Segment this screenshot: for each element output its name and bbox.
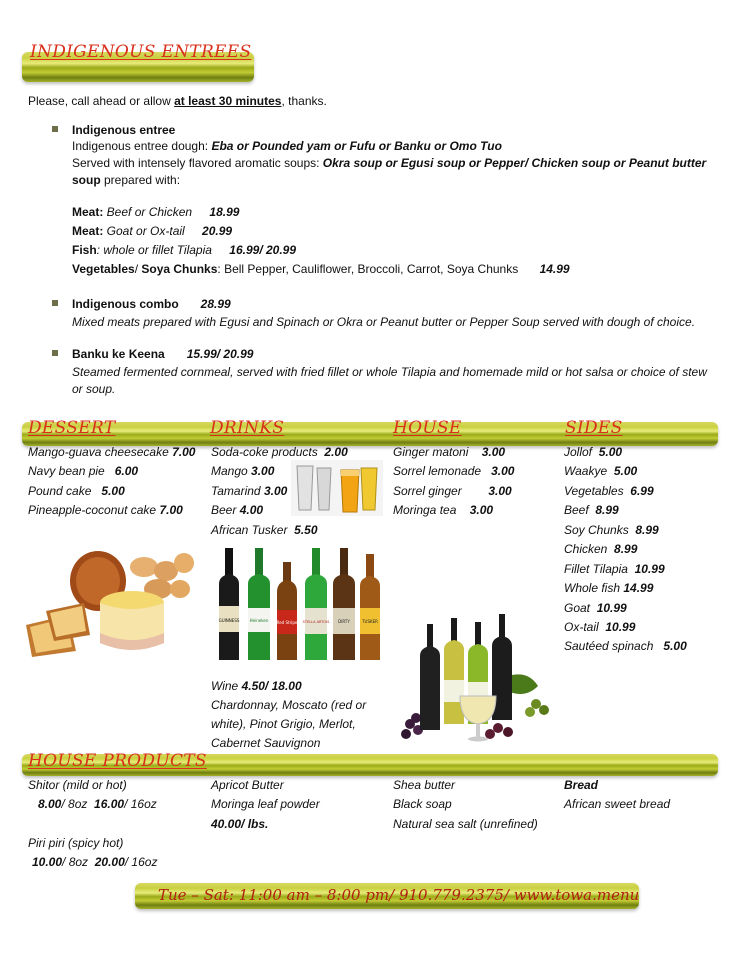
- bullet: [52, 126, 58, 132]
- tusker-bottle: [360, 554, 380, 660]
- wine-varieties: Cabernet Sauvignon: [211, 736, 321, 750]
- dirty-bottle: [333, 548, 355, 660]
- house-item: Moringa tea 3.00: [393, 503, 494, 517]
- svg-text:DIRTY: DIRTY: [338, 619, 350, 624]
- guinness-bottle: [219, 548, 240, 660]
- sides-item: Beef 8.99: [564, 503, 619, 517]
- svg-text:Red Stripe: Red Stripe: [276, 620, 298, 625]
- house-products-title: HOUSE PRODUCTS: [28, 751, 207, 771]
- house-item: Ginger matoni 3.00: [393, 445, 506, 459]
- moringa-price: 40.00/ lbs.: [211, 817, 269, 831]
- sides-item: Goat 10.99: [564, 601, 627, 615]
- svg-text:TUSKER: TUSKER: [362, 619, 378, 624]
- wine-varieties: Chardonnay, Moscato (red or: [211, 698, 367, 712]
- sides-item: Fillet Tilapia 10.99: [564, 562, 665, 576]
- shitor-prices: 8.00/ 8oz 16.00/ 16oz: [38, 797, 157, 811]
- sides-item: Ox-tail 10.99: [564, 620, 636, 634]
- pound-cake-slices: [26, 603, 90, 657]
- indigenous-title: INDIGENOUS ENTREES: [30, 42, 252, 62]
- house-title: HOUSE: [393, 418, 462, 438]
- dessert-title: DESSERT: [28, 418, 116, 438]
- drinks-item: Tamarind 3.00: [211, 484, 288, 498]
- moringa-powder: Moringa leaf powder: [211, 797, 320, 811]
- entree-dough: Indigenous entree dough: Eba or Pounded yam or Fufu or Banku or Omo Tuo: [72, 139, 502, 153]
- option-meat-goat: Meat: Goat or Ox-tail 20.99: [72, 224, 233, 238]
- banku-desc-cont: or soup.: [72, 382, 116, 396]
- option-meat-beef: Meat: Beef or Chicken 18.99: [72, 205, 240, 219]
- notice-line: Please, call ahead or allow at least 30 minutes, thanks.: [28, 94, 327, 108]
- dessert-item: Pineapple-coconut cake 7.00: [28, 503, 183, 517]
- stella-bottle: [303, 548, 331, 660]
- dessert-item: Navy bean pie 6.00: [28, 464, 139, 478]
- apricot-butter: Apricot Butter: [211, 778, 284, 792]
- drinks-item: Mango 3.00: [211, 464, 275, 478]
- option-fish: Fish: whole or fillet Tilapia 16.99/ 20.99: [72, 243, 297, 257]
- option-vegetables: Vegetables/ Soya Chunks: Bell Pepper, Cauliflower, Broccoli, Carrot, Soya Chunks 14.99: [72, 262, 570, 276]
- svg-text:STELLA ARTOIS: STELLA ARTOIS: [302, 620, 330, 624]
- entree-soups: Served with intensely flavored aromatic soups: Okra soup or Egusi soup or Pepper/ Chicken soup or Peanut butter: [72, 156, 707, 170]
- svg-text:Heineken: Heineken: [249, 618, 269, 623]
- piri-prices: 10.00/ 8oz 20.00/ 16oz: [32, 855, 158, 869]
- drinks-title: DRINKS: [210, 418, 285, 438]
- house-item: Sorrel ginger 3.00: [393, 484, 512, 498]
- leaf: [508, 674, 538, 694]
- sides-item: Jollof 5.00: [564, 445, 623, 459]
- combo-desc: Mixed meats prepared with Egusi and Spinach or Okra or Peanut butter or Pepper Soup served with dough of choice.: [72, 315, 696, 329]
- sea-salt: Natural sea salt (unrefined): [393, 817, 538, 831]
- banku-heading: Banku ke Keena 15.99/ 20.99: [72, 347, 254, 361]
- shea-butter: Shea butter: [393, 778, 456, 792]
- banku-desc: Steamed fermented cornmeal, served with fried fillet or whole Tilapia and homemade mild or hot salsa or choice of stew: [72, 365, 707, 379]
- drinks-item: Beer 4.00: [211, 503, 264, 517]
- shitor-name: Shitor (mild or hot): [28, 778, 127, 792]
- sides-item: Waakye 5.00: [564, 464, 638, 478]
- sides-item: Soy Chunks 8.99: [564, 523, 659, 537]
- wine-varieties: white), Pinot Grigio, Merlot,: [211, 717, 356, 731]
- sides-item: Whole fish 14.99: [564, 581, 654, 595]
- sides-item: Vegetables 6.99: [564, 484, 654, 498]
- sides-item: Chicken 8.99: [564, 542, 638, 556]
- piri-name: Piri piri (spicy hot): [28, 836, 124, 850]
- wine-image: [398, 612, 558, 744]
- bread-heading: Bread: [564, 778, 599, 792]
- dessert-item: Pound cake 5.00: [28, 484, 125, 498]
- beer-bottles-image: [215, 548, 387, 662]
- house-item: Sorrel lemonade 3.00: [393, 464, 515, 478]
- drinks-item: African Tusker 5.50: [211, 523, 318, 537]
- red-stripe-bottle: [277, 562, 298, 660]
- footer-hours-contact: Tue – Sat: 11:00 am – 8:00 pm/ 910.779.2375/ www.towa.menu: [158, 886, 640, 904]
- heineken-bottle: [248, 548, 270, 660]
- entree-name: Indigenous entree: [72, 123, 176, 137]
- sides-title: SIDES: [565, 418, 623, 438]
- african-sweet-bread: African sweet bread: [564, 797, 671, 811]
- cheesecake: [100, 591, 164, 650]
- svg-text:GUINNESS: GUINNESS: [218, 618, 240, 623]
- dessert-item: Mango-guava cheesecake 7.00: [28, 445, 196, 459]
- combo-heading: Indigenous combo 28.99: [72, 297, 231, 311]
- bullet: [52, 350, 58, 356]
- grapes-left: [401, 713, 423, 739]
- drinks-item: Soda-coke products 2.00: [211, 445, 348, 459]
- sides-item: Sautéed spinach 5.00: [564, 639, 687, 653]
- entree-soups-cont: soup prepared with:: [72, 173, 181, 187]
- juice-glasses-image: [291, 460, 383, 516]
- dessert-image: [26, 545, 194, 663]
- bullet: [52, 300, 58, 306]
- black-soap: Black soap: [393, 797, 452, 811]
- wine-price-line: Wine 4.50/ 18.00: [211, 679, 302, 693]
